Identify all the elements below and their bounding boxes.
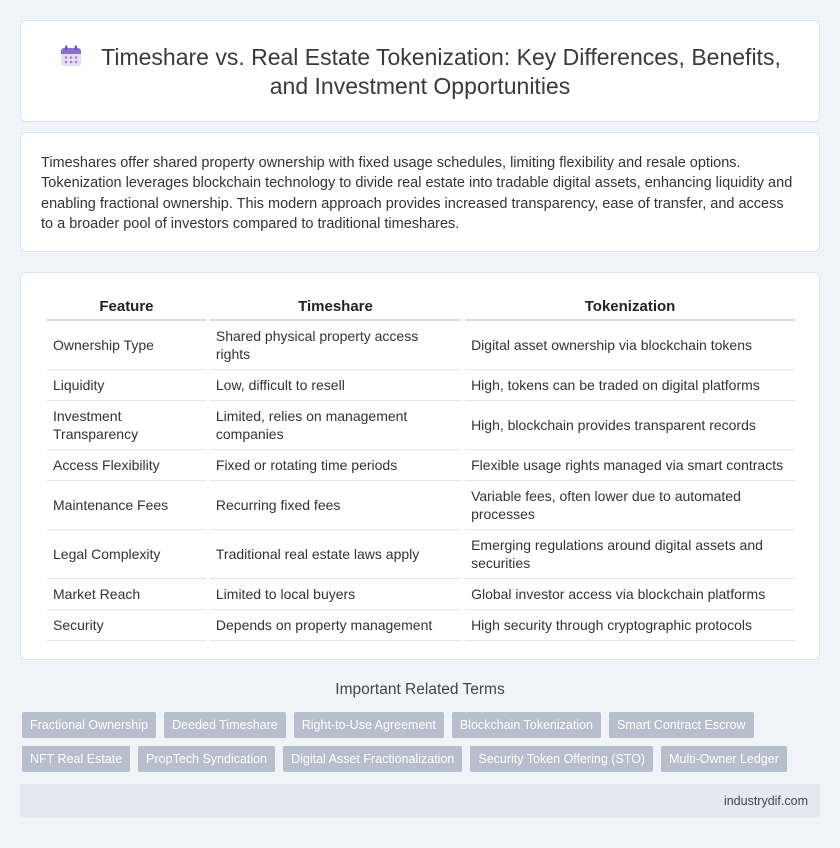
feature-cell: Ownership Type	[47, 321, 206, 370]
footer-site[interactable]: industrydif.com	[723, 794, 808, 808]
table-row	[47, 530, 795, 579]
feature-cell: Market Reach	[47, 579, 206, 610]
tokenization-cell: High, blockchain provides transparent records	[465, 401, 795, 450]
related-terms	[22, 712, 822, 780]
tag-deeded-timeshare[interactable]: Deeded Timeshare	[164, 712, 286, 738]
tag-blockchain-tokenization[interactable]: Blockchain Tokenization	[452, 712, 601, 738]
tag-row	[22, 746, 822, 772]
table-row	[47, 481, 795, 530]
page-title-text: Timeshare vs. Real Estate Tokenization: Key Differences, Benefits, and Investment Opportunities	[101, 44, 781, 99]
tag-digital-asset-fractionalization[interactable]: Digital Asset Fractionalization	[283, 746, 462, 772]
header-feature: Feature	[47, 295, 206, 321]
table-row	[47, 450, 795, 481]
tokenization-cell: Variable fees, often lower due to automated processes	[465, 481, 795, 530]
tag-row	[22, 712, 822, 738]
timeshare-cell: Shared physical property access rights	[210, 321, 461, 370]
related-terms-title: Important Related Terms	[335, 681, 505, 698]
tokenization-cell: Flexible usage rights managed via smart contracts	[465, 450, 795, 481]
tag-multi-owner-ledger[interactable]: Multi-Owner Ledger	[661, 746, 787, 772]
comparison-card	[20, 272, 820, 660]
tag-right-to-use-agreement[interactable]: Right-to-Use Agreement	[294, 712, 444, 738]
table-row	[47, 610, 795, 641]
tag-nft-real-estate[interactable]: NFT Real Estate	[22, 746, 130, 772]
intro-card	[20, 132, 820, 252]
feature-cell: Access Flexibility	[47, 450, 206, 481]
page-title	[41, 43, 799, 101]
table-row	[47, 579, 795, 610]
tag-security-token-offering[interactable]: Security Token Offering (STO)	[470, 746, 653, 772]
timeshare-cell: Fixed or rotating time periods	[210, 450, 461, 481]
footer	[20, 784, 820, 818]
feature-cell: Legal Complexity	[47, 530, 206, 579]
comparison-table	[43, 295, 799, 641]
tokenization-cell: High security through cryptographic protocols	[465, 610, 795, 641]
timeshare-cell: Limited, relies on management companies	[210, 401, 461, 450]
tokenization-cell: High, tokens can be traded on digital platforms	[465, 370, 795, 401]
feature-cell: Investment Transparency	[47, 401, 206, 450]
timeshare-cell: Low, difficult to resell	[210, 370, 461, 401]
timeshare-cell: Recurring fixed fees	[210, 481, 461, 530]
header-timeshare: Timeshare	[210, 295, 461, 321]
timeshare-cell: Depends on property management	[210, 610, 461, 641]
calendar-icon	[59, 44, 83, 68]
table-row	[47, 401, 795, 450]
tag-proptech-syndication[interactable]: PropTech Syndication	[138, 746, 275, 772]
header-tokenization: Tokenization	[465, 295, 795, 321]
feature-cell: Liquidity	[47, 370, 206, 401]
tokenization-cell: Emerging regulations around digital assets and securities	[465, 530, 795, 579]
tokenization-cell: Global investor access via blockchain platforms	[465, 579, 795, 610]
tag-smart-contract-escrow[interactable]: Smart Contract Escrow	[609, 712, 754, 738]
header-card	[20, 20, 820, 122]
table-row	[47, 370, 795, 401]
tokenization-cell: Digital asset ownership via blockchain tokens	[465, 321, 795, 370]
table-header-row	[47, 295, 795, 321]
table-row	[47, 321, 795, 370]
timeshare-cell: Limited to local buyers	[210, 579, 461, 610]
timeshare-cell: Traditional real estate laws apply	[210, 530, 461, 579]
intro-paragraph: Timeshares offer shared property ownership with fixed usage schedules, limiting flexibility and resale options. Tokenization leverages blockchain technology to divide real estate into tradable digital assets, enhancing liquidity and enabling fractional ownership. This modern approach provides increased transparency, ease of transfer, and access to a broader pool of investors compared to traditional timeshares.	[41, 155, 793, 233]
feature-cell: Maintenance Fees	[47, 481, 206, 530]
tag-fractional-ownership[interactable]: Fractional Ownership	[22, 712, 156, 738]
feature-cell: Security	[47, 610, 206, 641]
title-wrap	[41, 43, 799, 101]
